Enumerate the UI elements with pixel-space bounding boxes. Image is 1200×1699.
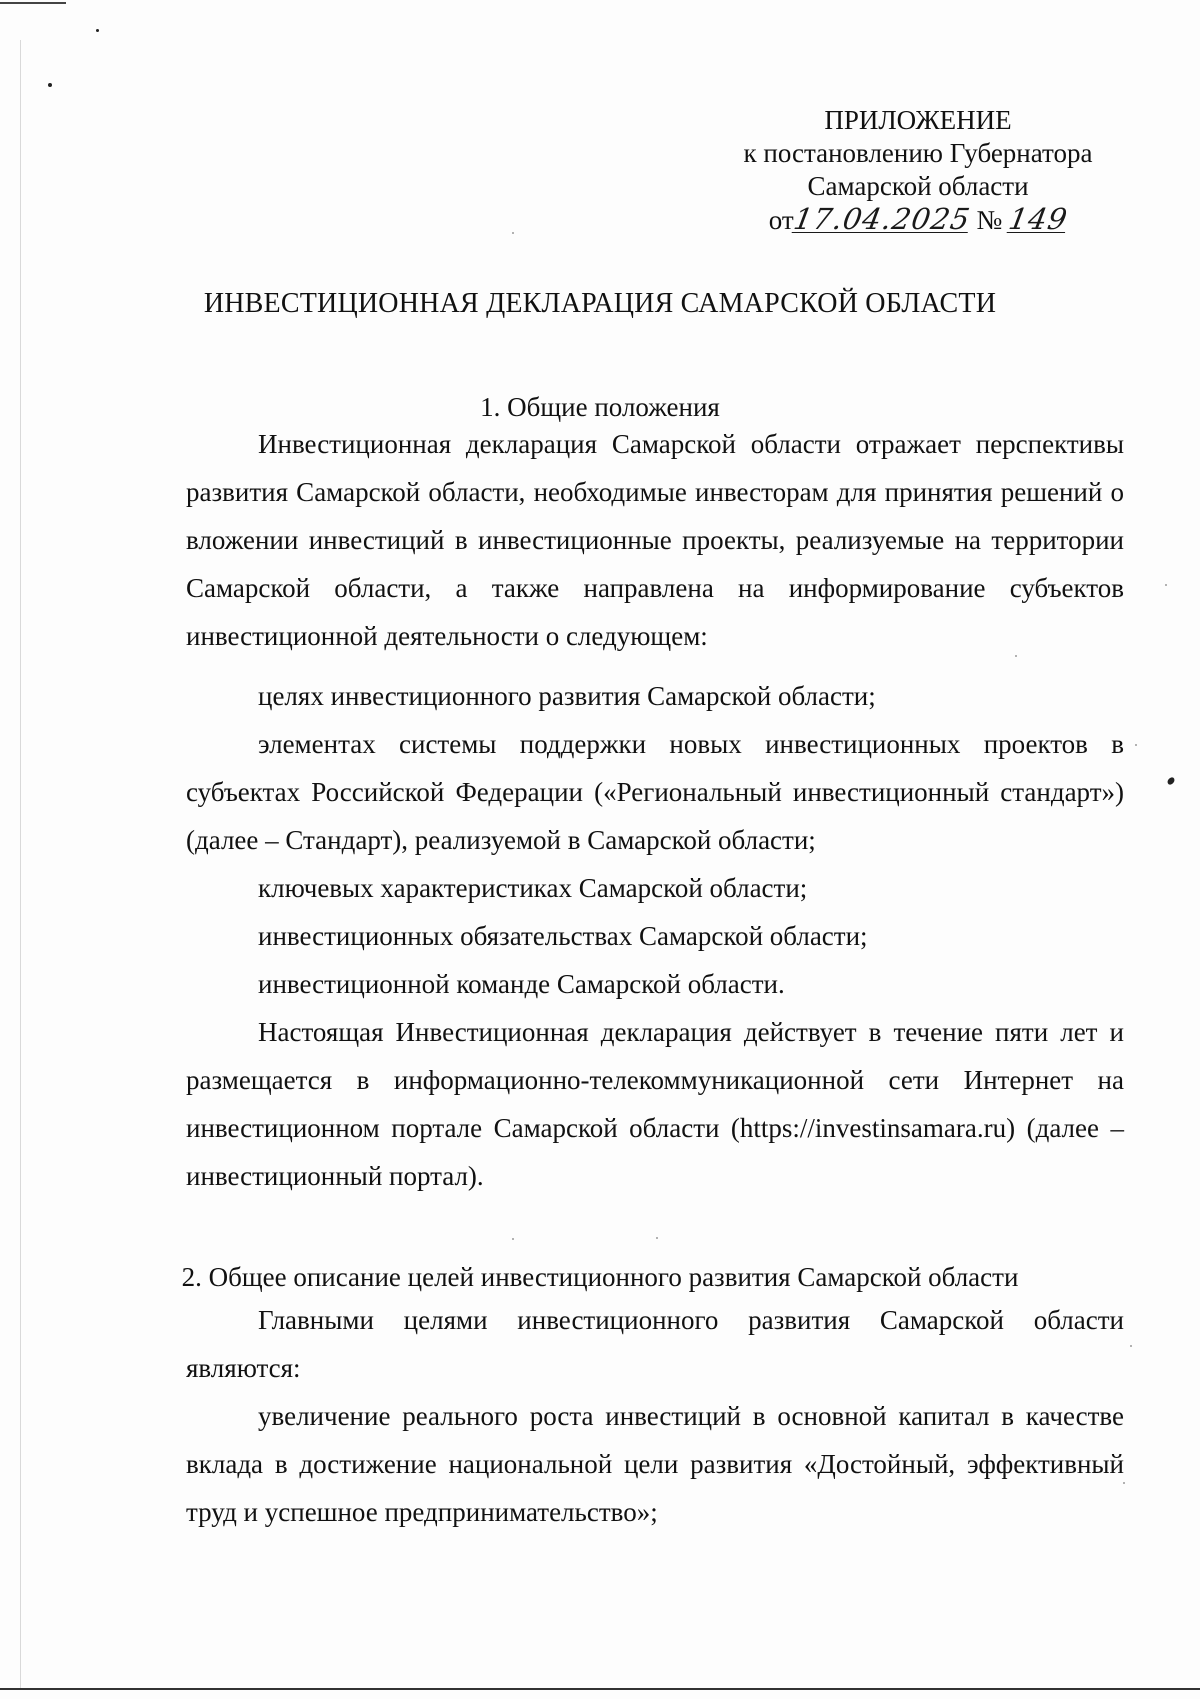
scan-dot bbox=[1166, 776, 1176, 786]
scan-dot bbox=[48, 83, 52, 87]
list-item: инвестиционной команде Самарской области. bbox=[258, 969, 785, 999]
scan-speck bbox=[1130, 1345, 1132, 1347]
scan-speck bbox=[1135, 744, 1137, 746]
appendix-resolution: к постановлению Губернатора bbox=[743, 138, 1093, 168]
appendix-heading: ПРИЛОЖЕНИЕ bbox=[824, 105, 1012, 135]
list-item: элементах системы поддержки новых инвестиционных проектов в субъектах Российской Федерации («Региональный инвестиционный стандарт») (далее – Стандарт), реализуемой в Самарской области; bbox=[186, 729, 1124, 855]
scan-dot bbox=[96, 29, 99, 32]
section-1-heading: 1. Общие положения bbox=[480, 392, 720, 422]
list-item: инвестиционных обязательствах Самарской области; bbox=[258, 921, 868, 951]
scan-bottom-rule bbox=[0, 1688, 1200, 1690]
scan-speck bbox=[512, 1238, 514, 1240]
list-item: ключевых характеристиках Самарской области; bbox=[258, 873, 808, 903]
scan-speck bbox=[512, 232, 514, 234]
scan-top-rule bbox=[0, 2, 66, 4]
section-2-goal-1: увеличение реального роста инвестиций в основной капитал в качестве вклада в достижение национальной цели развития «Достойный, эффективный труд и успешное предпринимательство»; bbox=[186, 1401, 1124, 1527]
document-title: ИНВЕСТИЦИОННАЯ ДЕКЛАРАЦИЯ САМАРСКОЙ ОБЛАСТИ bbox=[203, 288, 997, 319]
scan-speck bbox=[656, 1237, 658, 1239]
appendix-block bbox=[728, 104, 1108, 237]
date-prefix: от bbox=[768, 205, 794, 235]
handwritten-date: 17.04.2025 bbox=[790, 202, 973, 236]
section-2-intro: Главными целями инвестиционного развития Самарской области являются: bbox=[186, 1305, 1124, 1383]
appendix-region: Самарской области bbox=[807, 171, 1029, 201]
section-1-closing: Настоящая Инвестиционная декларация действует в течение пяти лет и размещается в информационно-телекоммуникационной сети Интернет на инвестиционном портале Самарской области (https://investinsamara.ru) (далее – инвестиционный портал). bbox=[186, 1017, 1124, 1191]
list-item: целях инвестиционного развития Самарской области; bbox=[258, 681, 876, 711]
number-prefix: № bbox=[976, 205, 1003, 235]
section-1-intro: Инвестиционная декларация Самарской области отражает перспективы развития Самарской области, необходимые инвесторам для принятия решений о вложении инвестиций в инвестиционные проекты, реализуемые на территории Самарской области, а также направлена на информирование субъектов инвестиционной деятельности о следующем: bbox=[186, 429, 1124, 651]
handwritten-number: 149 bbox=[1006, 202, 1071, 236]
section-2-heading: 2. Общее описание целей инвестиционного развития Самарской области bbox=[181, 1262, 1019, 1292]
appendix-date-line bbox=[728, 203, 1108, 237]
scan-speck bbox=[1165, 584, 1167, 586]
